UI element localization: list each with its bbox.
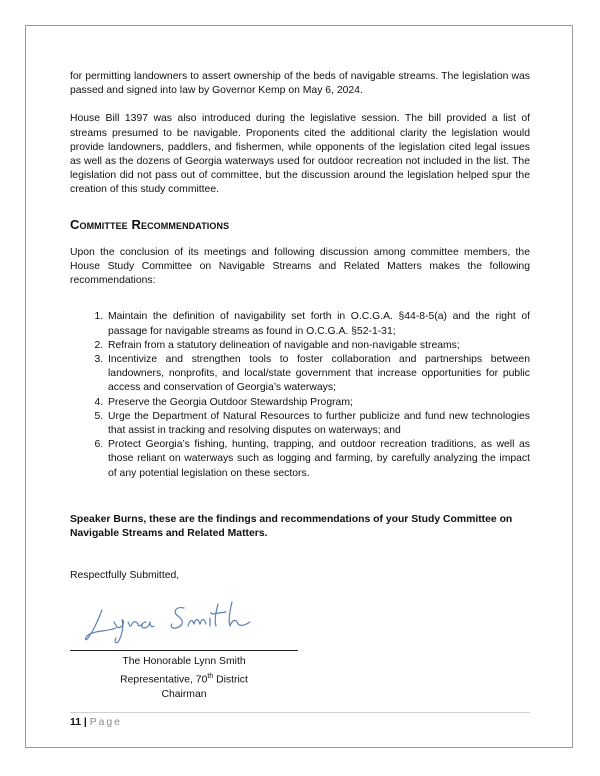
closing-statement: Speaker Burns, these are the findings and recommendations of your Study Committee on Navigable Streams and Related Matters. — [70, 513, 513, 540]
page-footer — [70, 717, 122, 728]
signature-image — [80, 596, 260, 646]
page-number: 11 — [70, 717, 81, 728]
list-item: 1. Maintain the definition of navigability set forth in O.C.G.A. §44-8-5(a) and the right of passage for navigable streams as found in O.C.G.A. §52-1-31; — [106, 310, 530, 338]
signature-line — [70, 650, 298, 651]
section-heading: Committee Recommendations — [70, 216, 230, 232]
document-body — [70, 70, 530, 583]
signer-name: The Honorable Lynn Smith — [122, 656, 246, 667]
list-item: 4. Preserve the Georgia Outdoor Stewardship Program; — [106, 396, 530, 410]
page-label: Page — [89, 717, 122, 728]
list-item: 2. Refrain from a statutory delineation of navigable and non-navigable streams; — [106, 339, 530, 353]
list-item: 6. Protect Georgia’s fishing, hunting, trapping, and outdoor recreation traditions, as well as those reliant on waterways such as logging and farming, by carefully analyzing the impact of any potential legislation on these sectors. — [106, 438, 530, 481]
list-item: 3. Incentivize and strengthen tools to foster collaboration and partnerships between landowners, nonprofits, and local/state government that increase opportunities for public access and conservation of Georgia’s waterways; — [106, 353, 530, 396]
footer-divider — [70, 712, 530, 713]
signer-role: Chairman — [161, 689, 207, 701]
recommendations-intro: Upon the conclusion of its meetings and following discussion among committee members, the House Study Committee on Navigable Streams and Related Matters makes the following recommendations: — [70, 246, 530, 287]
paragraph-house-bill-1397: House Bill 1397 was also introduced during the legislative session. The bill provided a list of streams presumed to be navigable. Proponents cited the additional clarity the legislation would provide landowners, paddlers, and fishermen, while opponents of the legislation cited legal issues as well as the dozens of Georgia waterways used for outdoor recreation not included in the list. The legislation did not pass out of committee, but the discussion around the legislation helped spur the creation of this study committee. — [70, 113, 530, 196]
signer-block — [70, 654, 298, 702]
recommendations-list — [70, 310, 530, 480]
footer-separator: | — [83, 717, 87, 728]
list-item: 5. Urge the Department of Natural Resources to further publicize and fund new technologies that assist in tracking and resolving disputes on waterways; and — [106, 410, 530, 438]
signer-title: Representative, 70th District — [120, 673, 248, 686]
respectfully-submitted: Respectfully Submitted, — [70, 570, 180, 582]
paragraph-hb-continuation: for permitting landowners to assert ownership of the beds of navigable streams. The legislation was passed and signed into law by Governor Kemp on May 6, 2024. — [70, 71, 530, 97]
